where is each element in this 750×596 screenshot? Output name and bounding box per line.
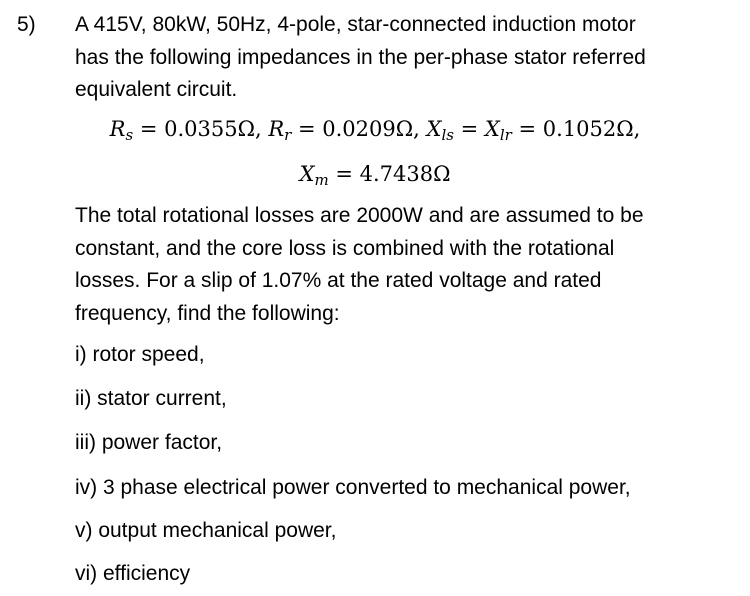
paragraph-line: constant, and the core loss is combined with the rotational	[75, 236, 615, 260]
paragraph-line: losses. For a slip of 1.07% at the rated voltage and rated	[75, 269, 602, 292]
equation-line-2	[0, 158, 750, 190]
xls-symbol: X	[426, 117, 442, 141]
xl-value: = 0.1052Ω,	[511, 117, 641, 141]
list-item-power-factor: iii) power factor,	[75, 431, 223, 454]
list-item-efficiency: vi) efficiency	[75, 562, 191, 585]
list-item-stator-current: ii) stator current,	[75, 387, 227, 410]
xlr-symbol: X	[484, 117, 500, 141]
list-item-output-power: v) output mechanical power,	[75, 519, 337, 542]
rs-symbol: R	[109, 117, 126, 141]
rr-subscript: r	[284, 126, 292, 144]
rs-subscript: s	[125, 126, 134, 144]
question-paragraph	[75, 200, 735, 330]
rs-value: = 0.0355Ω,	[133, 117, 269, 141]
rr-value: = 0.0209Ω,	[291, 117, 427, 141]
intro-line: has the following impedances in the per-phase stator referred	[75, 45, 646, 69]
intro-line: equivalent circuit.	[75, 78, 238, 101]
xm-value: = 4.7438Ω	[328, 162, 451, 186]
question-number: 5)	[17, 13, 36, 36]
xm-subscript: m	[314, 171, 329, 189]
xls-subscript: ls	[441, 126, 454, 144]
paragraph-line: frequency, find the following:	[75, 301, 340, 325]
list-item-converted-power: iv) 3 phase electrical power converted to mechanical power,	[75, 476, 631, 499]
rr-symbol: R	[268, 117, 285, 141]
xlr-subscript: lr	[499, 126, 512, 144]
equals-sign: =	[453, 117, 485, 141]
paragraph-line: The total rotational losses are 2000W and are assumed to be	[75, 204, 644, 227]
question-intro	[75, 9, 735, 107]
list-item-rotor-speed: i) rotor speed,	[75, 343, 205, 366]
intro-line: A 415V, 80kW, 50Hz, 4-pole, star-connected induction motor	[75, 13, 636, 36]
equation-line-1	[0, 113, 750, 145]
xm-symbol: X	[299, 162, 315, 186]
